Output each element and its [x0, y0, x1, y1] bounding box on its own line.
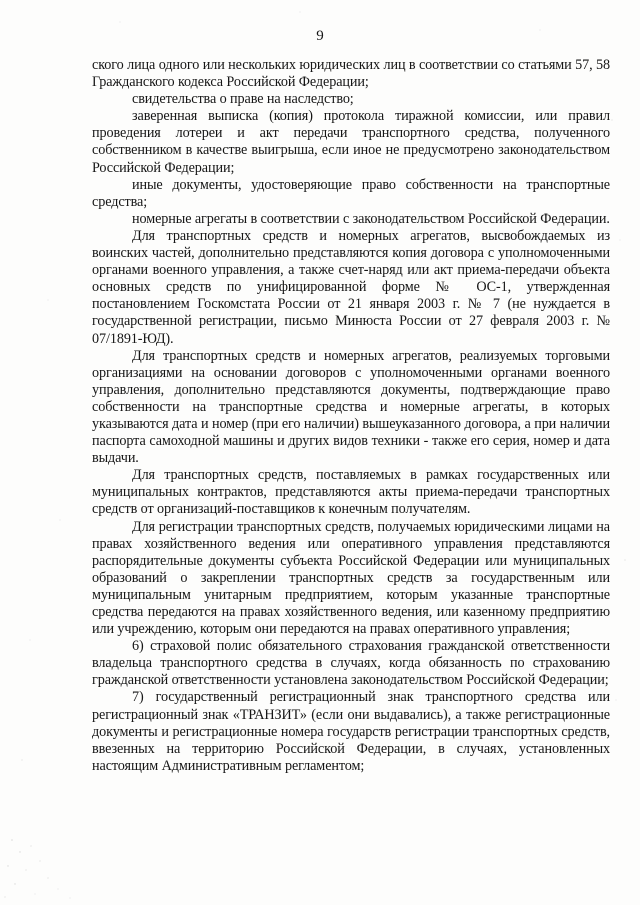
- paragraph: Для транспортных средств, поставляемых в рамках государственных или муниципальных контрактов, представляются акты приема-передачи транспортных средств от организаций-поставщиков к конечным получателям.: [92, 467, 610, 518]
- paragraph: Для транспортных средств и номерных агрегатов, реализуемых торговыми организациями на основании договоров с уполномоченными органами военного управления, дополнительно представляются документы, подтверждающие право собственности на транспортные средства и номерные агрегаты, в которых указываются дата и номер (при его наличии) вышеуказанного договора, а при наличии паспорта самоходной машины и других видов техники - также его серия, номер и дата выдачи.: [92, 347, 610, 467]
- paragraph: 6) страховой полис обязательного страхования гражданской ответственности владельца транспортного средства в случаях, когда обязанность по страхованию гражданской ответственности установлена законодательством Российской Федерации;: [92, 638, 610, 689]
- paragraph: заверенная выписка (копия) протокола тиражной комиссии, или правил проведения лотереи и акт передачи транспортного средства, полученного собственником в качестве выигрыша, если иное не предусмотрено законодательством Российской Федерации;: [92, 108, 610, 176]
- paragraph: свидетельства о праве на наследство;: [132, 91, 354, 108]
- document-body: [92, 57, 610, 775]
- paragraph: 7) государственный регистрационный знак транспортного средства или регистрационный знак «ТРАНЗИТ» (если они выдавались), а также регистрационные документы и регистрационные номера государств регистрации транспортных средств, ввезенных на территорию Российской Федерации, в случаях, установленных настоящим Административным регламентом;: [92, 689, 610, 774]
- page-number: 9: [316, 28, 324, 44]
- paragraph: Для транспортных средств и номерных агрегатов, высвобождаемых из воинских частей, дополнительно представляются копия договора с уполномоченными органами военного управления, а также счет-наряд или акт приема-передачи объекта основных средств по унифицированной форме № ОС-1, утвержденная постановлением Госкомстата России от 21 января 2003 г. № 7 (не нуждается в государственной регистрации, письмо Минюста России от 27 февраля 2003 г. № 07/1891-ЮД).: [92, 227, 610, 347]
- paragraph: номерные агрегаты в соответствии с законодательством Российской Федерации.: [132, 210, 610, 227]
- paragraph: Для регистрации транспортных средств, получаемых юридическими лицами на правах хозяйственного ведения или оперативного управления представляются распорядительные документы субъекта Российской Федерации или муниципальных образований о закреплении транспортных средств за государственным или муниципальным унитарным предприятием, которым указанные транспортные средства передаются на правах хозяйственного ведения, или казенному предприятию или учреждению, которым они передаются на правах оперативного управления;: [92, 518, 610, 638]
- paragraph: ского лица одного или нескольких юридических лиц в соответствии со статьями 57, 58 Гражданского кодекса Российской Федерации;: [92, 57, 610, 91]
- paragraph: иные документы, удостоверяющие право собственности на транспортные средства;: [92, 176, 610, 210]
